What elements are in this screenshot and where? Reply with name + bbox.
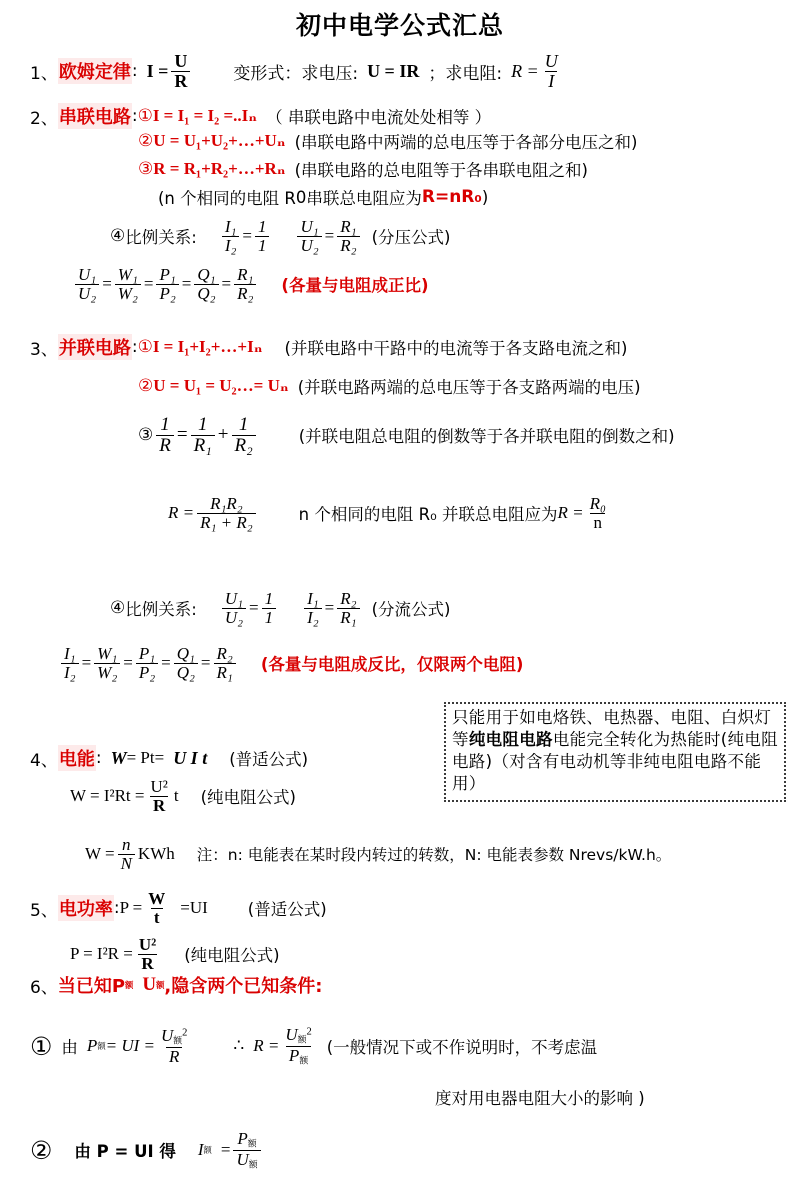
item1-den: R [166, 1047, 182, 1066]
power-line1-rhs: =UI [180, 898, 208, 918]
series-item-3-mark: ③ [138, 159, 154, 179]
parallel-recip-t1-n: 1 [197, 414, 208, 435]
item1-num-sub: 额 [173, 1036, 183, 1047]
series-note-sub: 0 [295, 187, 307, 207]
section-3-reciprocal [138, 415, 675, 456]
series-chain-t1-d: U₂ [75, 284, 99, 303]
series-ratio-f2-rden: R₂ [337, 236, 359, 255]
parallel-item-1-formula: I = I₁+I₂+…+Iₙ [152, 337, 263, 356]
resistance-lhs: R = [511, 60, 539, 81]
section-5-index: 5、 [30, 900, 58, 921]
item1-r-den-p: P [288, 1045, 300, 1065]
series-chain-t5-n: R₁ [237, 265, 254, 284]
series-ratio-f2-num: U₁ [300, 217, 319, 236]
series-item-1-formula: I = I₁ = I₂ =..Iₙ [152, 106, 258, 125]
energy-line1-explain: (普适公式) [229, 750, 309, 769]
parallel-chain-t4-n: Q₁ [176, 644, 195, 663]
series-chain-t2-n: W₁ [117, 265, 138, 284]
section-2-series-line-2 [138, 129, 638, 153]
section-6-item-1-explain-line-2 [435, 1085, 645, 1109]
item1-r-den-sub: 额 [299, 1056, 309, 1067]
section-5-power-line-1 [30, 890, 327, 926]
parallel-ratio-f1-eq: = [249, 598, 259, 618]
series-item-1-mark: ① [137, 106, 153, 126]
series-item-3-explain: (串联电路的总电阻等于各串联电阻之和) [294, 161, 588, 180]
series-note-suffix: ) [481, 187, 489, 207]
series-ratio-explain: (分压公式) [371, 228, 451, 248]
energy-uit: U I t [173, 747, 208, 768]
parallel-recip-t1-d: R₁ [191, 435, 215, 456]
power-line1-lhs: P = [119, 898, 143, 918]
section-6-heading-part3: ,隐含两个已知条件: [164, 976, 323, 997]
item2-den-u: U [236, 1149, 249, 1169]
parallel-recip-lhs-d: R [156, 435, 174, 456]
parallel-ratio-f1-rden: 1 [262, 608, 277, 627]
item1-explain-line2: 度对用电器电阻大小的影响 ) [435, 1089, 645, 1108]
parallel-chain-t2-d: W₂ [94, 663, 120, 682]
parallel-ratio-explain: (分流公式) [371, 600, 451, 620]
series-ratio-f2-eq: = [324, 226, 335, 246]
series-chain-t5-d: R₂ [234, 284, 256, 303]
item2-num-p: P [237, 1129, 248, 1148]
section-2-heading: 串联电路 [58, 103, 132, 129]
section-1-index: 1、 [30, 63, 58, 84]
energy-line2-num: U² [150, 777, 168, 796]
parallel-item-1-explain: (并联电路中干路中的电流等于各支路电流之和) [284, 339, 628, 358]
item1-r-num-sub: 额 [297, 1035, 307, 1046]
item2-num-sub: 额 [247, 1139, 257, 1150]
series-chain-t4-d: Q₂ [194, 284, 218, 303]
parallel-item-2-mark: ② [138, 376, 154, 396]
series-ratio-f2-rnum: R₁ [340, 217, 357, 236]
parallel-product-rhs-den: n [590, 513, 605, 532]
section-2-chain: $\frac{\text{U₁}}{\text{U₂}}$ = $\frac{\text{W₁}}{\text{W₂}}$ = $\frac{\text{P₁}}{\text{P₂}}$ = $\frac{\text{Q₁}}{\text{Q₂}}$ = $\frac{\text{R₁}}{\text{R₂}}$ (各量与电阻成正比) [72, 266, 429, 302]
energy-line2-den: R [150, 796, 168, 815]
parallel-product-lhs: R = [168, 503, 195, 523]
parallel-ratio-mark: ④ [110, 598, 126, 619]
item1-prefix: 由 [61, 1038, 78, 1058]
parallel-chain-t4-d: Q₂ [174, 663, 198, 682]
resistance-denominator: I [545, 71, 557, 91]
section-6-heading-sub2: 额 [156, 980, 165, 990]
item2-i: I [197, 1140, 204, 1160]
parallel-recip-eq: = [176, 424, 188, 446]
series-ratio-label: 比例关系: [125, 228, 197, 248]
item2-den-sub: 额 [248, 1160, 258, 1171]
section-2-index: 2、 [30, 108, 58, 129]
item1-eq1: = UI = [105, 1036, 156, 1056]
section-2-ratio [110, 218, 450, 254]
section-6-item-1 [30, 1026, 597, 1067]
transform-label: 变形式：求电压: [233, 63, 359, 84]
section-5-heading: 电功率 [58, 895, 114, 921]
parallel-recip-lhs-n: 1 [160, 414, 170, 435]
item1-p: P [86, 1036, 98, 1056]
section-3-chain: $\frac{\text{I₁}}{\text{I₂}}$ = $\frac{\text{W₁}}{\text{W₂}}$ = $\frac{\text{P₁}}{\text{P₂}}$ = $\frac{\text{Q₁}}{\text{Q₂}}$ = $\frac{\text{R₂}}{\text{R₁}}$ (各量与电阻成反比，仅限两个电阻) [58, 645, 523, 681]
page-title: 初中电学公式汇总 [295, 11, 504, 40]
pure-resistance-note-box [444, 702, 786, 802]
parallel-chain-t2-n: W₁ [97, 644, 118, 663]
energy-line3-unit: KWh [137, 844, 175, 864]
energy-eq1: = Pt= [126, 748, 165, 767]
energy-line2-t: t [173, 786, 179, 806]
series-ratio-mark: ④ [110, 226, 126, 247]
parallel-ratio-f2-eq: = [324, 598, 335, 618]
energy-line3-note: 注：n: 电能表在某时段内转过的转数，N: 电能表参数 Nrevs/kW.h。 [196, 846, 672, 865]
series-item-2-mark: ② [138, 131, 154, 151]
parallel-recip-t2-d: R₂ [232, 435, 256, 456]
series-ratio-f1-rnum: 1 [257, 217, 267, 236]
resistance-label: ；求电阻: [428, 63, 503, 84]
parallel-ratio-f2-rden: R₁ [337, 608, 359, 627]
series-ratio-f1-den: I₂ [222, 236, 240, 255]
item2-i-sub: 额 [203, 1145, 212, 1156]
parallel-chain-t1-n: I₁ [64, 644, 76, 663]
ohm-denominator: R [171, 71, 190, 91]
section-3-parallel-line-2 [138, 374, 641, 398]
item1-num-u: U [161, 1026, 174, 1046]
section-6-heading-part1: 当已知P [57, 976, 126, 997]
parallel-product-den: R₁ + R₂ [197, 513, 256, 532]
parallel-ratio-label: 比例关系: [125, 600, 197, 620]
series-item-2-formula: U = U₁+U₂+…+Uₙ [153, 131, 286, 150]
section-1-heading: 欧姆定律 [58, 58, 132, 84]
energy-line2-explain: (纯电阻公式) [200, 788, 296, 808]
parallel-chain-t5-n: R₂ [216, 644, 233, 663]
series-note-prefix: (n 个相同的电阻 R [158, 189, 296, 208]
item1-r-num-u: U [285, 1025, 298, 1044]
section-3-index: 3、 [30, 339, 58, 360]
series-chain-t3-d: P₂ [156, 284, 178, 303]
power-line2-num: U² [138, 935, 157, 954]
section-4-colon: : [95, 748, 102, 768]
item1-num-sup: 2 [182, 1027, 188, 1039]
section-2-series-note [158, 185, 488, 209]
section-2-colon: : [131, 106, 138, 126]
resistance-numerator: U [544, 51, 558, 71]
section-2-series-line-3 [138, 157, 588, 181]
series-item-3-formula: R = R₁+R₂+…+Rₙ [153, 159, 286, 178]
section-6-item-2 [30, 1130, 264, 1171]
parallel-item-2-explain: (并联电路两端的总电压等于各支路两端的电压) [297, 378, 641, 397]
series-chain-t4-n: Q₁ [197, 265, 216, 284]
power-line1-num: W [148, 889, 166, 908]
parallel-ratio-f1-rnum: 1 [264, 589, 274, 608]
section-4-heading: 电能 [58, 745, 96, 771]
ohm-lhs: I = [146, 60, 169, 81]
parallel-product-text: n 个相同的电阻 R₀ 并联总电阻应为 [298, 505, 558, 525]
item2-eq: = [220, 1140, 231, 1160]
series-ratio-f1-eq: = [242, 226, 252, 246]
series-item-2-explain: (串联电路中两端的总电压等于各部分电压之和) [294, 133, 638, 152]
series-ratio-f1-rden: 1 [255, 236, 270, 255]
series-note-red-formula: R=nR₀ [421, 187, 482, 207]
power-line2-lhs: P = I²R = [70, 944, 133, 964]
item1-p-sub: 额 [97, 1041, 106, 1052]
parallel-product-rhs-lhs: R = [557, 503, 584, 523]
section-3-product [168, 495, 612, 531]
energy-line2-lhs: W = I²Rt = [70, 786, 145, 806]
section-6-index: 6、 [30, 977, 58, 998]
energy-line3-den: N [118, 854, 135, 873]
section-4-energy-line-2 [70, 778, 296, 814]
tip-part1: 只能用于如电烙铁、电热器、电阻、白炽灯等 [452, 708, 772, 749]
parallel-recip-explain: (并联电阻总电阻的倒数等于各并联电阻的倒数之和) [298, 427, 675, 447]
power-line1-den: t [151, 908, 163, 927]
section-3-ratio [110, 590, 450, 626]
parallel-recip-mark: ③ [138, 425, 154, 446]
section-5-colon: : [113, 898, 120, 919]
item1-mark: ① [30, 1031, 53, 1061]
energy-line3-lhs: W = [85, 844, 115, 864]
series-item-1-explain: （ 串联电路中电流处处相等 ） [266, 108, 492, 127]
voltage-formula: U = IR [367, 60, 420, 81]
tip-part2: 电能完全转化为热能时(纯电阻电路)（对含有电动机等非纯电阻电路不能用） [452, 729, 778, 793]
section-1-ohms-law [30, 52, 564, 90]
parallel-chain-t5-d: R₁ [214, 663, 236, 682]
section-3-heading: 并联电路 [58, 334, 132, 360]
item1-r-num-sup: 2 [306, 1026, 312, 1038]
energy-w-symbol: W [110, 747, 127, 768]
parallel-recip-plus: + [217, 424, 229, 446]
parallel-ratio-f1-den: U₂ [222, 608, 246, 627]
series-chain-t2-d: W₂ [115, 284, 141, 303]
series-chain-t3-n: P₁ [159, 265, 176, 284]
parallel-chain-t3-d: P₂ [136, 663, 158, 682]
parallel-ratio-f2-num: I₁ [307, 589, 319, 608]
parallel-item-2-formula: U = U₁ = U₂…= Uₙ [153, 376, 289, 395]
power-line2-den: R [138, 954, 156, 973]
section-6-heading-part2: U [142, 974, 157, 995]
section-4-energy-line-1 [30, 745, 308, 771]
parallel-product-rhs-num: R₀ [589, 494, 606, 513]
tip-bold: 纯电阻电路 [468, 729, 553, 749]
series-ratio-f2-den: U₂ [297, 236, 321, 255]
section-2-series-line-1 [30, 103, 491, 129]
series-note-middle: 串联总电阻应为 [306, 189, 422, 208]
section-3-colon: : [131, 337, 138, 357]
section-1-colon: : [131, 61, 138, 82]
section-4-energy-line-3 [85, 836, 671, 872]
ohm-numerator: U [174, 51, 188, 71]
parallel-product-num: R₁R₂ [210, 494, 243, 513]
item2-mark: ② [30, 1135, 53, 1165]
item2-prefix: 由 P = UI 得 [74, 1142, 176, 1162]
section-5-power-line-2 [70, 936, 280, 972]
power-line2-explain: (纯电阻公式) [184, 946, 280, 966]
parallel-ratio-f1-num: U₁ [224, 589, 243, 608]
item1-r-lhs: R = [253, 1036, 280, 1056]
series-chain-explain: (各量与电阻成正比) [281, 276, 429, 296]
section-4-index: 4、 [30, 750, 58, 771]
parallel-ratio-f2-rnum: R₂ [340, 589, 357, 608]
energy-line3-num: n [122, 835, 131, 854]
section-6-heading-sub1: 额 [125, 980, 134, 990]
series-ratio-f1-num: I₁ [224, 217, 237, 236]
parallel-item-1-mark: ① [137, 337, 153, 357]
section-6-heading-row [30, 972, 322, 998]
parallel-recip-t2-n: 1 [238, 414, 249, 435]
parallel-chain-t3-n: P₁ [138, 644, 156, 663]
item1-explain-line1: (一般情况下或不作说明时，不考虑温 [326, 1038, 598, 1058]
section-3-parallel-line-1 [30, 334, 627, 360]
parallel-ratio-f2-den: I₂ [304, 608, 322, 627]
item1-therefore: ∴ [233, 1036, 245, 1056]
power-line1-explain: (普适公式) [247, 900, 327, 920]
parallel-chain-explain: (各量与电阻成反比，仅限两个电阻) [260, 655, 524, 675]
series-chain-t1-n: U₁ [78, 265, 97, 284]
parallel-chain-t1-d: I₂ [61, 663, 79, 682]
